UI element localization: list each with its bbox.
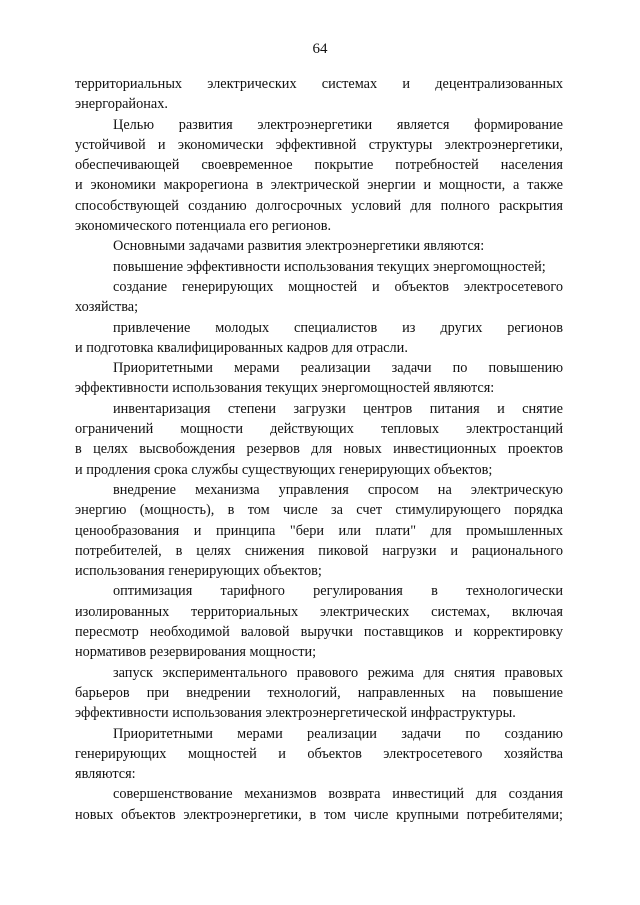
text-line: внедрение механизма управления спросом на электрическую bbox=[113, 481, 563, 498]
text-line: запуск экспериментального правового режима для снятия правовых bbox=[113, 664, 563, 681]
text-line: территориальных электрических системах и децентрализованных bbox=[75, 76, 563, 92]
text-line: Основными задачами развития электроэнергетики являются: bbox=[113, 238, 485, 255]
text-line: Приоритетными мерами реализации задачи по созданию bbox=[113, 725, 563, 742]
text-line: привлечение молодых специалистов из других регионов bbox=[113, 319, 563, 336]
text-line: обеспечивающей своевременное покрытие потребностей населения bbox=[75, 157, 563, 174]
text-line: Приоритетными мерами реализации задачи по повышению bbox=[113, 360, 563, 377]
text-line: и подготовка квалифицированных кадров для отрасли. bbox=[75, 339, 408, 356]
text-line: использования генерирующих объектов; bbox=[75, 563, 322, 580]
body-text bbox=[75, 74, 563, 825]
text-line: способствующей созданию долгосрочных условий для полного раскрытия bbox=[75, 197, 563, 214]
text-line: и продления срока службы существующих генерирующих объектов; bbox=[75, 461, 493, 478]
text-line: инвентаризация степени загрузки центров питания и снятие bbox=[113, 400, 563, 417]
text-line: совершенствование механизмов возврата инвестиций для создания bbox=[113, 786, 563, 803]
text-line: новых объектов электроэнергетики, в том числе крупными потребителями; bbox=[75, 806, 563, 823]
text-line: устойчивой и экономически эффективной структуры электроэнергетики, bbox=[75, 136, 563, 153]
text-line: эффективности использования электроэнергетической инфраструктуры. bbox=[75, 705, 516, 722]
text-line: экономического потенциала его регионов. bbox=[75, 218, 332, 235]
text-line: являются: bbox=[75, 766, 136, 783]
text-line: в целях высвобождения резервов для новых инвестиционных проектов bbox=[75, 441, 563, 458]
text-line: нормативов резервирования мощности; bbox=[75, 644, 317, 661]
text-line: ограничений мощности действующих тепловых электростанций bbox=[75, 421, 563, 438]
text-line: Целью развития электроэнергетики является формирование bbox=[113, 116, 563, 133]
text-line: пересмотр необходимой валовой выручки поставщиков и корректировку bbox=[75, 624, 563, 641]
text-line: потребителей, в целях снижения пиковой нагрузки и рационального bbox=[75, 542, 563, 559]
text-line: создание генерирующих мощностей и объектов электросетевого bbox=[113, 278, 563, 295]
text-line: эффективности использования текущих энергомощностей являются: bbox=[75, 380, 495, 397]
page-number: 64 bbox=[312, 41, 328, 57]
text-line: хозяйства; bbox=[75, 299, 139, 316]
text-line: энергию (мощность), в том числе за счет стимулирующего порядка bbox=[75, 502, 563, 519]
text-line: генерирующих мощностей и объектов электросетевого хозяйства bbox=[75, 745, 563, 762]
text-line: и экономики макрорегиона в электрической энергии и мощности, а также bbox=[75, 177, 563, 194]
text-line: энергорайонах. bbox=[75, 96, 168, 113]
text-line: повышение эффективности использования текущих энергомощностей; bbox=[113, 258, 546, 275]
text-line: изолированных территориальных электрических системах, включая bbox=[75, 603, 563, 620]
text-line: барьеров при внедрении технологий, направленных на повышение bbox=[75, 684, 563, 701]
text-line: ценообразования и принципа "бери или плати" для промышленных bbox=[75, 522, 563, 539]
text-line: оптимизация тарифного регулирования в технологически bbox=[113, 583, 563, 600]
